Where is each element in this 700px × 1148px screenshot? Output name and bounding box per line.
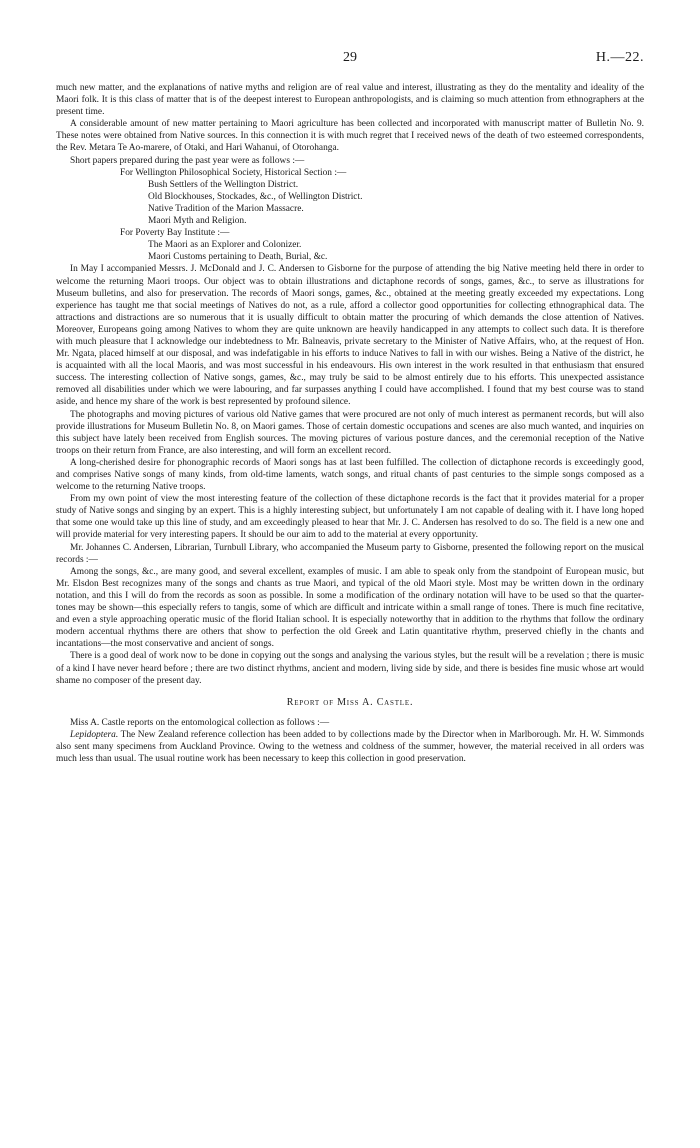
society-heading: For Poverty Bay Institute :— [120, 228, 230, 239]
paragraph-phonographic-records: A long-cherished desire for phonographic records of Maori songs has at last been fulfilled. The collection of dictaphone records is exceedingly good, and comprises Native songs of many kinds, from old-time laments, watch songs, and ritual chants of past centuries to the simple songs composed as a welcome to the returning Native troops. [56, 457, 644, 493]
document-reference: H.—22. [595, 50, 644, 65]
paragraph-andersen-report-intro: Mr. Johannes C. Andersen, Librarian, Turnbull Library, who accompanied the Museum party to Gisborne, presented the following report on the musical records :— [56, 542, 644, 565]
paragraph-lepidoptera [56, 729, 644, 765]
paper-title: Bush Settlers of the Wellington District. [148, 179, 299, 190]
paragraph-dictaphone-study: From my own point of view the most interesting feature of the collection of these dictaphone records is the fact that it provides material for a proper study of Native songs and singing by an expert. This is a highly interesting subject, but unfortunately I am not capable of dealing with it. I have long hoped that some one would take up this line of study, and am exceedingly pleased to hear that Mr. J. C. Andersen has resolved to do so. The field is a new one and will provide material for very interesting papers. It should be our aim to add to the material at every opportunity. [56, 494, 644, 541]
paragraph-photographs: The photographs and moving pictures of various old Native games that were procured are not only of much interest as permanent records, but will also provide illustrations for Museum Bulletin No. 8, on Maori games. Those of certain domestic occupations and scenes are also much wanted, and inquiries on this subject have lately been received from English sources. The moving pictures of various posture dances, and the ceremonial reception of the Native troops on their return from France, are also interesting, and will form an excellent record. [56, 409, 644, 456]
paragraph-myths-religion: much new matter, and the explanations of native myths and religion are of real value and interest, illustrating as they do the mentality and ideality of the Maori folk. It is this class of matter that is of the deepest interest to European anthropologists, and is claiming so much attention from ethnographers at the present time. [56, 83, 644, 118]
paragraph-entomology-intro: Miss A. Castle reports on the entomological collection as follows :— [70, 717, 330, 728]
paper-title: Old Blockhouses, Stockades, &c., of Wellington District. [148, 191, 363, 202]
paragraph-musical-conclusion: There is a good deal of work now to be done in copying out the songs and analysing the various styles, but the result will be a revelation ; there is music of a kind I have never heard before ; there are two distinct rhythms, ancient and modern, living side by side, and there is besides fine music whose art would shame no composer of the present day. [56, 651, 644, 686]
papers-list-poverty-bay [56, 227, 644, 263]
page-number: 29 [343, 50, 357, 65]
paragraph-agriculture: A considerable amount of new matter pertaining to Maori agriculture has been collected and incorporated with manuscript matter of Bulletin No. 9. These notes were obtained from Native sources. In this connection it is with much regret that I received news of the death of two esteemed correspondents, the Rev. Metara Te Ao-marere, of Otaki, and Hari Wahanui, of Otorohanga. [56, 119, 644, 154]
paper-title: Maori Customs pertaining to Death, Burial, &c. [148, 252, 328, 263]
paragraph-lepidoptera-text: The New Zealand reference collection has been added to by collections made by the Director when in Marlborough. Mr. H. W. Simmonds also sent many specimens from Auckland Province. Owing to the wetness and coldness of the summer, however, the material received in all orders was much less than usual. The usual routine work has been necessary to keep this collection in good preservation. [56, 729, 644, 765]
page-header [56, 52, 644, 82]
subsection-label: Lepidoptera. [70, 729, 119, 740]
section-heading: Report of Miss A. Castle. [286, 696, 414, 708]
paragraph-short-papers-intro: Short papers prepared during the past year were as follows :— [70, 155, 305, 166]
paper-title: The Maori as an Explorer and Colonizer. [148, 240, 302, 251]
paper-title: Native Tradition of the Marion Massacre. [148, 203, 304, 214]
paragraph-musical-analysis: Among the songs, &c., are many good, and several excellent, examples of music. I am able to speak only from the standpoint of European music, but Mr. Elsdon Best recognizes many of the songs and chants as true Maori, and typical of the old Maori style. Most may be written down in the ordinary notation, and this I will do from the records as soon as possible. In some a modification of the ordinary notation will have to be used so that the quarter-tones may be shown—this especially refers to tangis, some of which are difficult and intricate within a small range of tones. There is much fine recitative, and even a style approaching operatic music of the florid Italian school. It is especially noteworthy that in addition to the rhythms that follow the ordinary modern accentual rhythms there are others that show to perfection the old Greek and Latin quantitative rhythm, preserved chiefly in the chants and incantations—the most conservative and ancient of songs. [56, 566, 644, 650]
paper-title: Maori Myth and Religion. [148, 216, 247, 227]
society-heading: For Wellington Philosophical Society, Historical Section :— [120, 167, 347, 178]
papers-list-wellington [56, 167, 644, 227]
paragraph-gisborne-meeting: In May I accompanied Messrs. J. McDonald and J. C. Andersen to Gisborne for the purpose of attending the big Native meeting held there in order to welcome the returning Maori troops. Our object was to obtain illustrations and dictaphone records of songs, games, &c., to serve as illustrations for Museum bulletins, and also for preservation. The records of Maori songs, games, &c., obtained at the meeting greatly exceeded my expectations. Long experience has taught me that social meetings of Natives do not, as a rule, afford a collector good opportunities for collecting ethnographical data. The attractions and distractions are so numerous that it is usually difficult to obtain matter the procuring of which demands the close attention of Natives. Moreover, Europeans going among Natives to whom they are quite unknown are heavily handicapped in any attempts to collect such data. It is therefore with much pleasure that I acknowledge our indebtedness to Mr. Balneavis, private secretary to the Minister of Native Affairs, who, at the request of Hon. Mr. Ngata, placed himself at our disposal, and was indefatigable in his efforts to induce Natives to fall in with our wishes. Being a Native of the district, he is acquainted with all the local Maoris, and was most successful in his endeavours. His own interest in the work resulted in that enthusiasm that ensured success. The interesting collection of Native songs, games, &c., may truly be said to be almost entirely due to his efforts. This unexpected assistance removed all disabilities under which we were labouring, and far surpasses anything I could have accomplished. I found that my best course was to stand aside, and hence my share of the work is best represented by profound silence. [56, 264, 644, 408]
